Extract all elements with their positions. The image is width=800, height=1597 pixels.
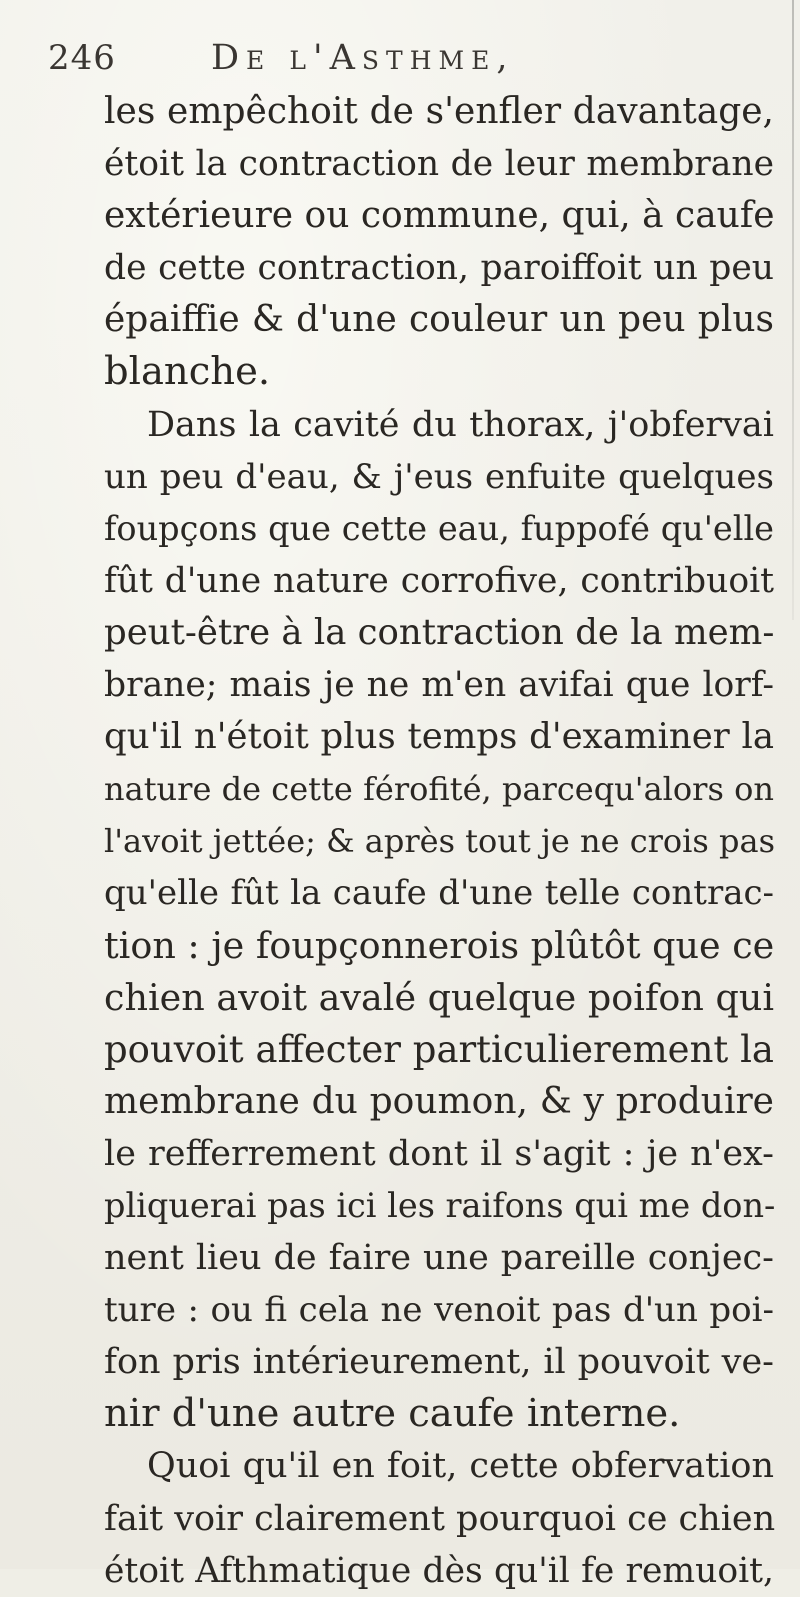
running-head: De l'Asthme, [211, 38, 515, 78]
text-line: pouvoit affecter particulierement la [104, 1027, 774, 1071]
text-line: qu'il n'étoit plus temps d'examiner la [104, 716, 774, 758]
text-line: peut-être à la contraction de la mem- [104, 611, 775, 653]
text-line: l'avoit jettée; & après tout je ne crois pas [104, 822, 775, 861]
text-line: membrane du poumon, & y produire [104, 1080, 774, 1122]
text-line: brane; mais je ne m'en avifai que lorf- [104, 665, 774, 706]
text-line: nir d'une autre caufe interne. [104, 1391, 681, 1437]
text-line: chien avoit avalé quelque poifon qui [104, 975, 775, 1019]
page-number: 246 [48, 38, 116, 78]
text-line: pliquerai pas ici les raifons qui me don- [104, 1185, 776, 1225]
text-line: qu'elle fût la caufe d'une telle contrac- [104, 873, 774, 914]
text-line: extérieure ou commune, qui, à caufe [104, 195, 775, 237]
text-line: nature de cette férofité, parcequ'alors on [104, 770, 774, 809]
text-line: étoit Afthmatique dès qu'il fe remuoit, [104, 1550, 774, 1591]
text-line: les empêchoit de s'enfler davantage, [104, 91, 774, 132]
text-line: un peu d'eau, & j'eus enfuite quelques [104, 456, 774, 497]
body-text [104, 86, 774, 1597]
text-line: épaiffie & d'une couleur un peu plus [104, 299, 774, 341]
text-line: étoit la contraction de leur membrane [104, 144, 774, 185]
text-line: le refferrement dont il s'agit : je n'ex- [104, 1133, 774, 1174]
text-line: foupçons que cette eau, fuppofé qu'elle [104, 508, 774, 548]
text-line: fût d'une nature corrofive, contribuoit [104, 560, 774, 601]
paragraph-start-line: Dans la cavité du thorax, j'obfervai [147, 404, 774, 445]
page-edge-shadow [792, 0, 794, 620]
text-line: blanche. [104, 349, 271, 395]
text-line: tion : je foupçonnerois plûtôt que ce [104, 923, 775, 967]
text-line: fait voir clairement pourquoi ce chien [104, 1498, 776, 1539]
text-line: ture : ou fi cela ne venoit pas d'un poi- [104, 1290, 774, 1331]
text-line: fon pris intérieurement, il pouvoit ve- [104, 1342, 774, 1383]
paragraph-start-line: Quoi qu'il en foit, cette obfervation [147, 1446, 774, 1487]
text-line: nent lieu de faire une pareille conjec- [104, 1238, 774, 1279]
text-line: de cette contraction, paroiffoit un peu [104, 248, 774, 289]
